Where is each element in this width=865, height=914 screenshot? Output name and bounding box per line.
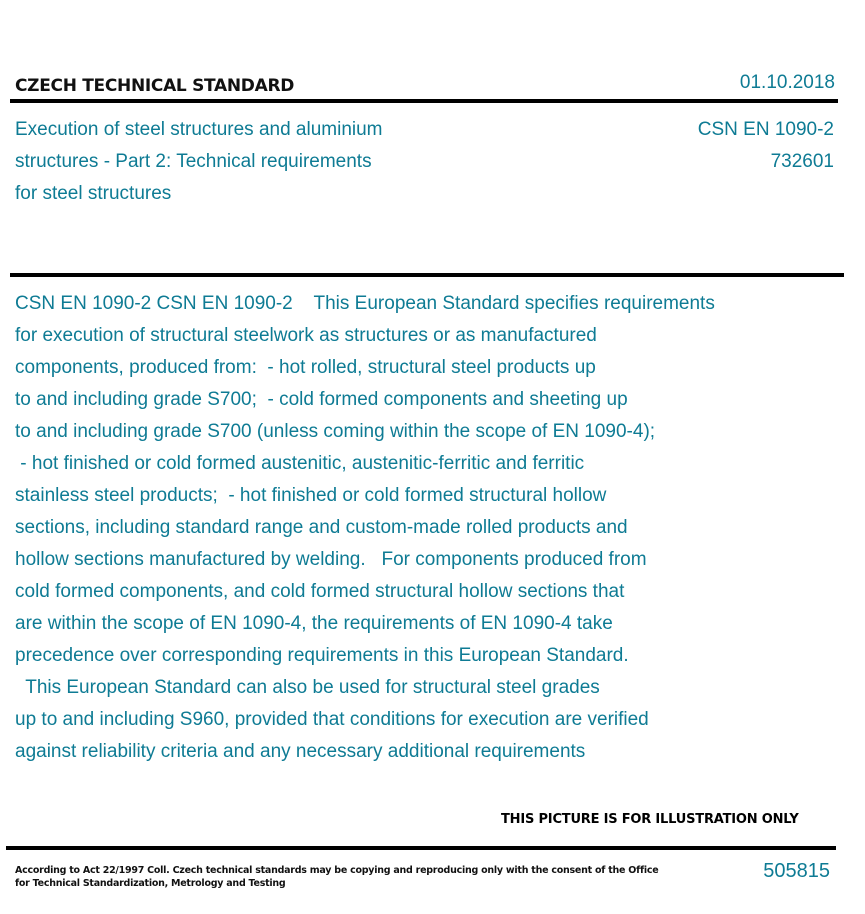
section-rule bbox=[10, 273, 844, 277]
abstract-line: against reliability criteria and any necessary additional requirements bbox=[15, 741, 586, 762]
abstract-line: sections, including standard range and custom-made rolled products and bbox=[15, 517, 628, 538]
title-line: structures - Part 2: Technical requirements bbox=[15, 151, 372, 172]
standard-codes bbox=[698, 114, 834, 178]
class-number: 732601 bbox=[770, 151, 834, 172]
publication-date: 01.10.2018 bbox=[739, 72, 835, 93]
abstract-line: hollow sections manufactured by welding. For components produced from bbox=[15, 549, 647, 570]
abstract-line: to and including grade S700 (unless coming within the scope of EN 1090-4); bbox=[15, 421, 656, 442]
title-line: for steel structures bbox=[15, 183, 172, 204]
abstract-text bbox=[15, 288, 835, 768]
abstract-line: are within the scope of EN 1090-4, the requirements of EN 1090-4 take bbox=[15, 613, 613, 634]
title-line: Execution of steel structures and aluminium bbox=[15, 119, 383, 140]
legal-line: for Technical Standardization, Metrology and Testing bbox=[15, 878, 286, 889]
footer-rule bbox=[6, 846, 836, 850]
abstract-line: This European Standard can also be used for structural steel grades bbox=[15, 677, 600, 698]
abstract-line: precedence over corresponding requirements in this European Standard. bbox=[15, 645, 629, 666]
abstract-line: up to and including S960, provided that conditions for execution are verified bbox=[15, 709, 649, 730]
catalog-number: 505815 bbox=[763, 860, 830, 882]
abstract-line: - hot finished or cold formed austenitic, austenitic-ferritic and ferritic bbox=[15, 453, 585, 474]
top-rule bbox=[10, 99, 838, 103]
abstract-line: stainless steel products; - hot finished or cold formed structural hollow bbox=[15, 485, 607, 506]
abstract-line: for execution of structural steelwork as structures or as manufactured bbox=[15, 325, 597, 346]
standard-code: CSN EN 1090-2 bbox=[697, 119, 834, 140]
abstract-line: components, produced from: - hot rolled, structural steel products up bbox=[15, 357, 596, 378]
standard-title bbox=[15, 114, 475, 210]
illustration-note: THIS PICTURE IS FOR ILLUSTRATION ONLY bbox=[501, 812, 799, 827]
legal-line: According to Act 22/1997 Coll. Czech technical standards may be copying and reproducing only with the consent of the Office bbox=[15, 865, 659, 876]
standard-header-label: CZECH TECHNICAL STANDARD bbox=[15, 76, 295, 96]
legal-notice bbox=[15, 864, 659, 890]
abstract-line: cold formed components, and cold formed structural hollow sections that bbox=[15, 581, 625, 602]
abstract-line: to and including grade S700; - cold formed components and sheeting up bbox=[15, 389, 628, 410]
abstract-line: CSN EN 1090-2 CSN EN 1090-2 This European Standard specifies requirements bbox=[15, 293, 715, 314]
